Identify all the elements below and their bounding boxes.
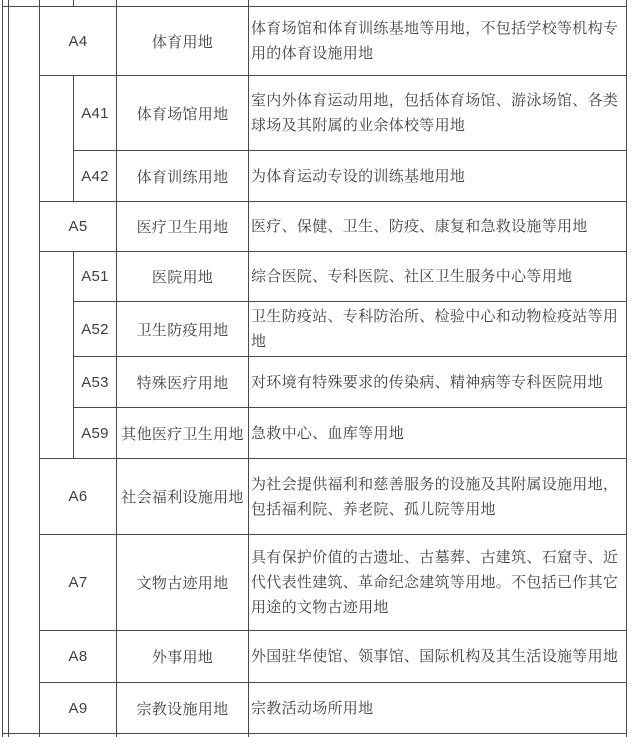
name-cell-A52-text: 卫生防疫用地 [136, 321, 229, 339]
desc-cell-A8 [249, 631, 626, 682]
desc-cell-A5-text: 医疗、保健、卫生、防疫、康复和急救设施等用地 [251, 218, 588, 235]
code-cell-A51 [74, 252, 116, 301]
code-cell-A4-text: A4 [68, 32, 88, 50]
name-cell-A4 [117, 7, 248, 75]
code-cell-A8 [40, 631, 116, 682]
desc-cell-A42 [249, 151, 626, 201]
desc-cell-A42-text: 为体育运动专设的训练基地用地 [251, 167, 466, 185]
desc-cell-A4-text: 体育场馆和体育训练基地等用地，不包括学校等机构专用的体育设施用地 [251, 20, 619, 62]
name-cell-A42 [117, 151, 248, 201]
name-cell-A53-text: 特殊医疗用地 [136, 374, 229, 392]
desc-cell-A9 [249, 683, 626, 733]
table-grid-vline [73, 251, 74, 458]
name-cell-A41-text: 体育场馆用地 [136, 105, 229, 123]
table-grid-hline [2, 733, 627, 734]
code-cell-A52-text: A52 [81, 320, 109, 338]
code-cell-A53 [74, 357, 116, 407]
desc-cell-A5 [249, 202, 626, 251]
name-cell-A9 [117, 683, 248, 733]
table-grid-vline [626, 0, 627, 737]
desc-cell-A59 [249, 408, 626, 458]
code-cell-A9 [40, 683, 116, 733]
desc-cell-A53 [249, 357, 626, 407]
desc-cell-A41-text: 室内外体育运动用地，包括体育场馆、游泳场馆、各类球场及其附属的业余体校等用地 [251, 92, 619, 134]
code-cell-A6 [40, 459, 116, 534]
code-cell-A53-text: A53 [81, 373, 109, 391]
desc-cell-A4 [249, 7, 626, 75]
desc-cell-A52-text: 卫生防疫站、专科防治所、检验中心和动物检疫站等用地 [251, 308, 619, 350]
name-cell-A8-text: 外事用地 [151, 649, 214, 666]
table-grid-vline [2, 0, 3, 737]
code-cell-A41 [74, 76, 116, 150]
name-cell-A59-text: 其他医疗卫生用地 [121, 425, 244, 443]
code-cell-A9-text: A9 [68, 699, 88, 717]
desc-cell-A53-text: 对环境有特殊要求的传染病、精神病等专科医院用地 [251, 373, 603, 391]
table-grid-vline [73, 75, 74, 201]
desc-cell-A7-text: 具有保护价值的古遗址、古墓葬、古建筑、石窟寺、近代代表性建筑、革命纪念建筑等用地。不包括已作其它用途的文物古迹用地 [251, 549, 619, 616]
name-cell-A52 [117, 302, 248, 356]
name-cell-A6-text: 社会福利设施用地 [121, 489, 244, 506]
name-cell-A53 [117, 357, 248, 407]
name-cell-A7 [117, 535, 248, 630]
name-cell-A59 [117, 408, 248, 458]
desc-cell-A52 [249, 302, 626, 356]
name-cell-A42-text: 体育训练用地 [136, 168, 229, 186]
code-cell-A5 [40, 202, 116, 251]
desc-cell-A51-text: 综合医院、专科医院、社区卫生服务中心等用地 [251, 268, 573, 285]
code-cell-A59-text: A59 [81, 424, 109, 442]
name-cell-A51 [117, 252, 248, 301]
code-cell-A52 [74, 302, 116, 356]
desc-cell-A9-text: 宗教活动场所用地 [251, 699, 374, 717]
table-grid-vline [8, 0, 9, 737]
code-cell-A5-text: A5 [68, 218, 88, 235]
desc-cell-A59-text: 急救中心、血库等用地 [251, 424, 405, 442]
code-cell-A41-text: A41 [81, 104, 109, 122]
desc-cell-A6-text: 为社会提供福利和慈善服务的设施及其附属设施用地，包括福利院、养老院、孤儿院等用地 [251, 475, 619, 518]
name-cell-A41 [117, 76, 248, 150]
desc-cell-A8-text: 外国驻华使馆、领事馆、国际机构及其生活设施等用地 [251, 648, 619, 665]
desc-cell-A41 [249, 76, 626, 150]
code-cell-A7-text: A7 [68, 574, 88, 591]
desc-cell-A7 [249, 535, 626, 630]
code-cell-A4 [40, 7, 116, 75]
name-cell-A7-text: 文物古迹用地 [136, 575, 229, 592]
name-cell-A6 [117, 459, 248, 534]
code-cell-A42 [74, 151, 116, 201]
name-cell-A51-text: 医院用地 [151, 269, 214, 286]
name-cell-A5 [117, 202, 248, 251]
code-cell-A7 [40, 535, 116, 630]
code-cell-A6-text: A6 [68, 488, 88, 505]
table-grid-vline [73, 0, 74, 6]
name-cell-A8 [117, 631, 248, 682]
desc-cell-A6 [249, 459, 626, 534]
code-cell-A8-text: A8 [68, 648, 88, 665]
desc-cell-A51 [249, 252, 626, 301]
code-cell-A59 [74, 408, 116, 458]
code-cell-A42-text: A42 [81, 167, 109, 185]
name-cell-A9-text: 宗教设施用地 [136, 700, 229, 718]
code-cell-A51-text: A51 [81, 268, 109, 285]
name-cell-A4-text: 体育用地 [151, 33, 214, 51]
name-cell-A5-text: 医疗卫生用地 [136, 219, 229, 236]
